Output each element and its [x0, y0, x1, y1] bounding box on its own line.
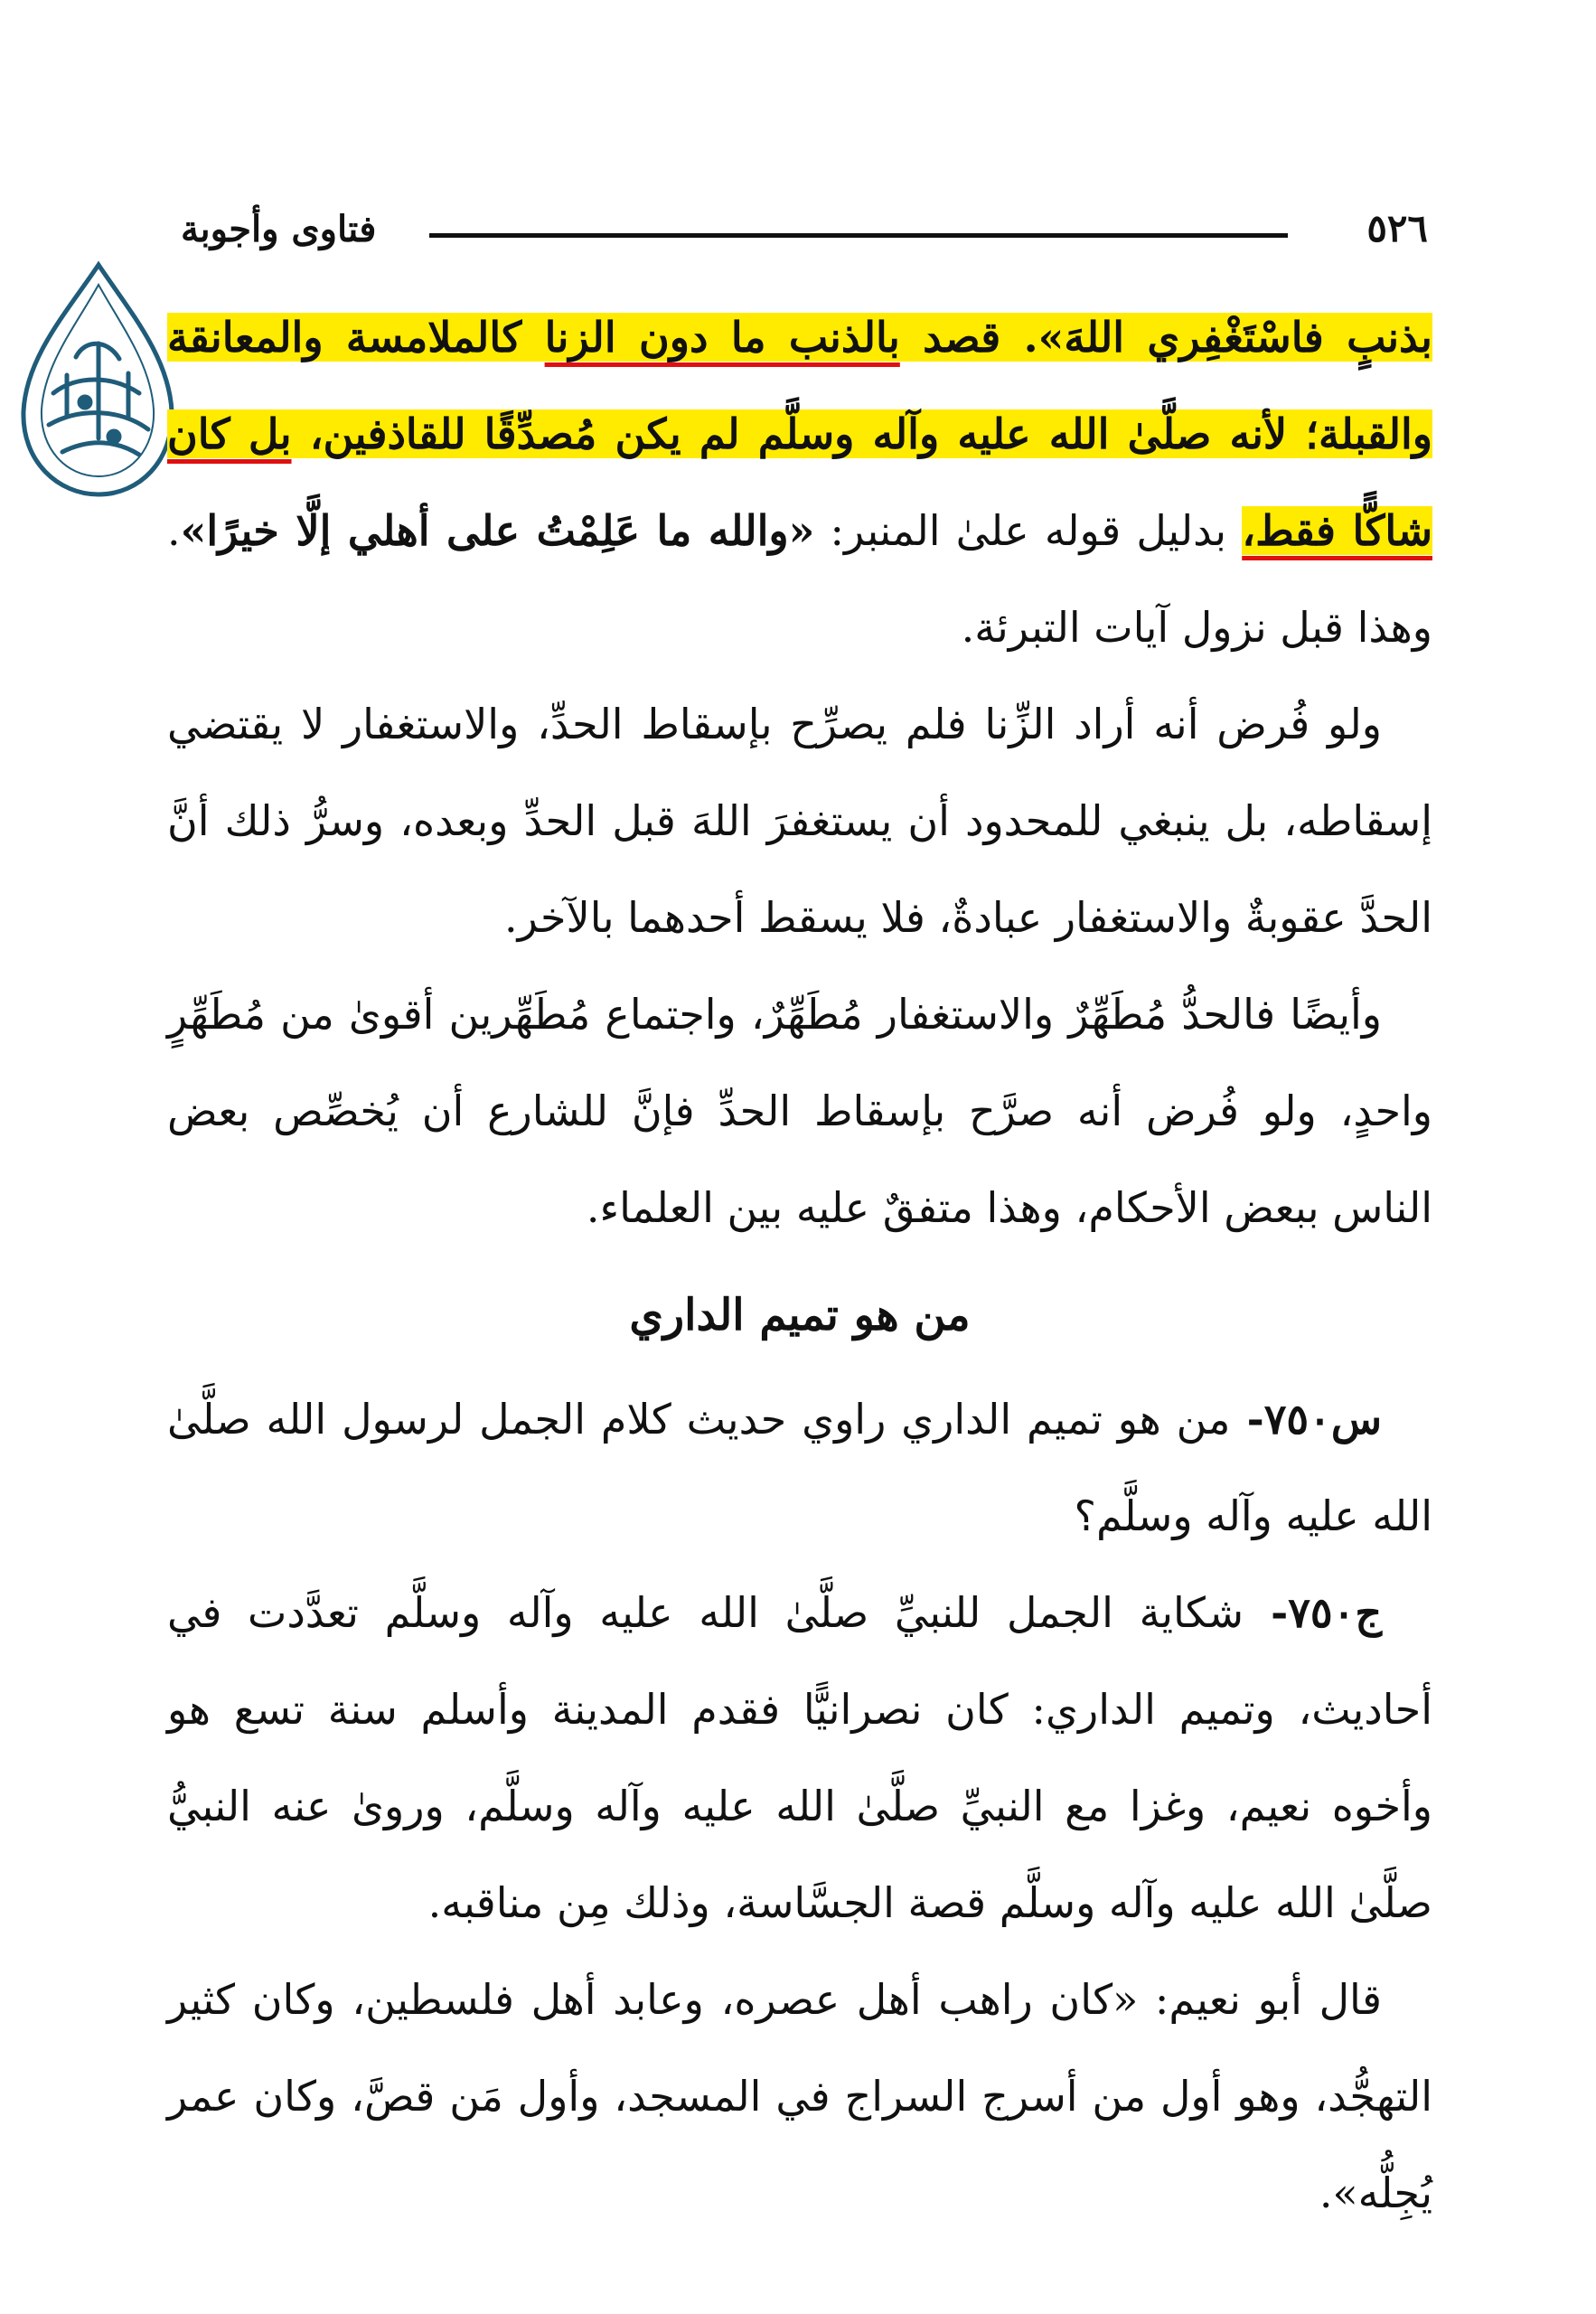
- calligraphy-seal-icon: [13, 258, 184, 511]
- highlighted-text: بذنبٍ فاسْتَغْفِري اللهَ».: [1023, 313, 1432, 362]
- page-body: [167, 289, 1432, 2242]
- header-rule: [429, 233, 1288, 238]
- section-heading: من هو تميم الداري: [629, 1290, 971, 1340]
- paragraph-1: [167, 289, 1432, 676]
- answer-label: ج٧٥٠-: [1244, 1588, 1383, 1637]
- running-title: فتاوى وأجوبة: [181, 208, 377, 250]
- paragraph-4: قال أبو نعيم: «كان راهب أهل عصره، وعابد أهل فلسطين، وكان كثير التهجُّد، وهو أول من أسرج السراج في المسجد، وأول مَن قصَّ، وكان عمر يُجِلُّه».: [167, 1975, 1432, 2217]
- underlined-text: بالذنب ما دون الزنا: [544, 313, 900, 362]
- highlighted-text: كالملامسة والمعانقة والقبلة؛ لأنه صلَّىٰ الله عليه وآله وسلَّم لم يكن مُصدِّقًا للقاذفين،: [167, 313, 1432, 458]
- body-text: بدليل قوله علىٰ المنبر:: [814, 506, 1243, 555]
- paragraph-3: وأيضًا فالحدُّ مُطَهِّرٌ والاستغفار مُطَهِّرٌ، واجتماع مُطَهِّرين أقوىٰ من مُطَهِّرٍ واحدٍ، ولو فُرض أنه صرَّح بإسقاط الحدِّ فإنَّ للشارع أن يُخصِّص بعض الناس ببعض الأحكام، وهذا متفقٌ عليه بين العلماء.: [167, 990, 1432, 1232]
- page-number: ٥٢٦: [1366, 206, 1428, 250]
- answer-text: شكاية الجمل للنبيِّ صلَّىٰ الله عليه وآله وسلَّم تعدَّدت في أحاديث، وتميم الداري: كان نصرانيًّا فقدم المدينة وأسلم سنة تسع هو وأخوه نعيم، وغزا مع النبيِّ صلَّىٰ الله عليه وآله وسلَّم، وروىٰ عنه النبيُّ صلَّىٰ الله عليه وآله وسلَّم قصة الجسَّاسة، وذلك مِن مناقبه.: [167, 1588, 1432, 1927]
- question-label: س٧٥٠-: [1230, 1395, 1382, 1444]
- paragraph-2: ولو فُرض أنه أراد الزِّنا فلم يصرِّح بإسقاط الحدِّ، والاستغفار لا يقتضي إسقاطه، بل ينبغي للمحدود أن يستغفرَ اللهَ قبل الحدِّ وبعده، وسرُّ ذلك أنَّ الحدَّ عقوبةٌ والاستغفار عبادةٌ، فلا يسقط أحدهما بالآخر.: [167, 700, 1432, 942]
- quote-text: «والله ما عَلِمْتُ على أهلي إلَّا خيرًا»: [180, 506, 815, 555]
- question: [167, 1371, 1432, 1565]
- underlined-text: بل كان شاكًّا فقط،: [167, 409, 1432, 555]
- page-header: [181, 206, 1428, 269]
- answer: [167, 1565, 1432, 1952]
- highlighted-text: قصد: [899, 313, 1024, 362]
- question-text: من هو تميم الداري راوي حديث كلام الجمل لرسول الله صلَّىٰ الله عليه وآله وسلَّم؟: [167, 1395, 1432, 1540]
- body-text: . وهذا قبل نزول آيات التبرئة.: [167, 506, 1432, 652]
